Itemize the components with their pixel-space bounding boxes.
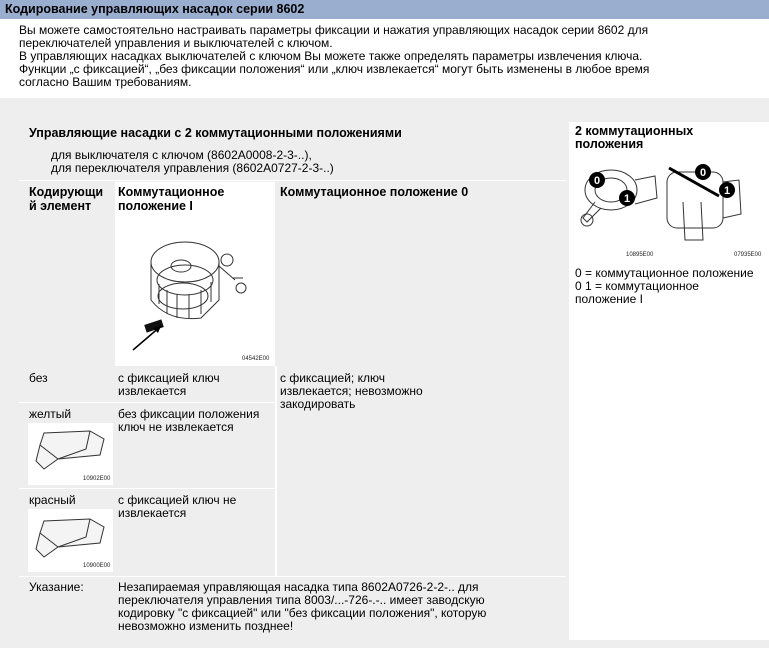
positions-title: 2 коммутационных положения: [575, 124, 694, 151]
intro-line: переключателей управления и выключателей с ключом.: [19, 36, 333, 50]
row-element-red: красный: [29, 493, 76, 507]
row-element-yellow: желтый: [29, 407, 72, 421]
divider: [19, 402, 275, 403]
divider: [19, 488, 275, 489]
divider: [19, 180, 566, 181]
red-element-cell: [28, 509, 113, 572]
row-pos0-text: с фиксацией; ключ извлекается; невозможно закодировать: [280, 371, 423, 411]
image-code: 04542E00: [242, 356, 270, 362]
row-pos1-yellow: без фиксации положения ключ не извлекается: [118, 407, 260, 434]
header-position-1-cell: [115, 182, 275, 366]
panel-title: Управляющие насадки с 2 коммутационными положениями: [29, 126, 402, 140]
marker-1: 1: [623, 193, 631, 205]
note-text: Незапираемая управляющая насадка типа 8602A0726-2-2-.. для переключателя управления типа 8003/...-726-.-.. имеет заводскую кодировку "с фиксацией" или "без фиксации положения", которую невозможно изменить позднее!: [118, 580, 487, 633]
coding-element-yellow-illustration: [30, 425, 110, 475]
intro-line: согласно Вашим требованиям.: [19, 75, 192, 89]
coding-table-panel: [19, 122, 566, 640]
key-switch-illustration: [123, 222, 263, 352]
image-code: 10900E00: [83, 563, 111, 569]
marker-0: 0: [593, 175, 601, 187]
divider: [275, 366, 277, 576]
intro-line: В управляющих насадках выключателей с ключом Вы можете также определять параметры извлечения ключа.: [19, 49, 643, 63]
divider: [19, 576, 566, 577]
header-coding-element: Кодирующи й элемент: [29, 185, 104, 213]
intro-line: Функции „с фиксацией“, „без фиксации положения“ или „ключ извлекается“ могут быть изменены в любое время: [19, 62, 650, 76]
positions-panel: [569, 122, 769, 640]
header-position-1: Коммутационное положение I: [118, 185, 225, 213]
marker-0: 0: [699, 167, 707, 179]
subtitle-selector-switch: для переключателя управления (8602A0727-2-3-..): [51, 161, 334, 175]
header-position-0: Коммутационное положение 0: [280, 185, 469, 199]
subtitle-key-switch: для выключателя с ключом (8602A0008-2-3-..),: [51, 148, 312, 162]
note-label: Указание:: [29, 580, 84, 594]
row-element-none: без: [29, 371, 48, 385]
intro-line: Вы можете самостоятельно настраивать параметры фиксации и нажатия управляющих насадок серии 8602 для: [19, 23, 649, 37]
row-pos1-none: с фиксацией ключ извлекается: [118, 371, 220, 398]
image-code: 10895E00: [626, 252, 654, 258]
positions-legend: 0 = коммутационное положение 0 1 = коммутационное положение I: [575, 266, 754, 306]
page-title: Кодирование управляющих насадок серии 8602: [0, 0, 769, 19]
coding-element-red-illustration: [30, 511, 110, 561]
yellow-element-cell: [28, 423, 113, 485]
row-pos1-red: с фиксацией ключ не извлекается: [118, 493, 237, 520]
image-code: 10902E00: [83, 476, 111, 482]
switch-positions-illustration: [573, 158, 763, 258]
marker-1: 1: [723, 185, 731, 197]
intro-text: [19, 24, 749, 89]
image-code: 07935E00: [734, 252, 762, 258]
